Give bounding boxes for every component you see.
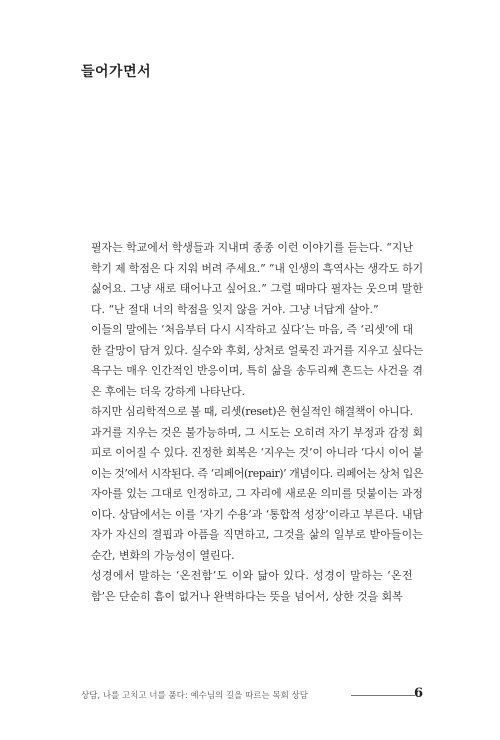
text-line: 이는 것’에서 시작된다. 즉 ‘리페어(repair)’ 개념이다. 리페어는 상처 입은 xyxy=(91,466,424,480)
footer-rule xyxy=(351,695,415,696)
text-line: 은 후에는 더욱 강하게 나타난다. xyxy=(91,384,246,398)
paragraph xyxy=(81,402,423,566)
text-line: 과거를 지우는 것은 불가능하며, 그 시도는 오히려 자기 부정과 감정 회 xyxy=(91,425,423,439)
body-text xyxy=(81,238,423,607)
text-line: 순간, 변화의 가능성이 열린다. xyxy=(91,548,235,562)
text-line: 이들의 말에는 ‘처음부터 다시 시작하고 싶다’는 마음, 즉 ‘리셋’에 대 xyxy=(91,323,413,336)
text-line: 필자는 학교에서 학생들과 지내며 종종 이런 이야기를 듣는다. “지난 xyxy=(91,241,413,254)
text-line: 한 갈망이 담겨 있다. 실수와 후회, 상처로 얼룩진 과거를 지우고 싶다는 xyxy=(91,343,423,357)
chapter-title: 들어가면서 xyxy=(81,64,152,80)
text-line: 욕구는 매우 인간적인 반응이며, 특히 삶을 송두리째 흔드는 사건을 겪 xyxy=(91,364,424,377)
page-number: 6 xyxy=(413,686,423,701)
paragraph xyxy=(81,238,423,320)
text-line: 성경에서 말하는 ‘온전함’도 이와 닮아 있다. 성경이 말하는 ‘온전 xyxy=(91,569,413,582)
page-footer xyxy=(81,686,423,705)
text-line: 다. “난 절대 너의 학점을 잊지 않을 거야. 그냥 너답게 살아.” xyxy=(91,302,379,316)
text-line: 싫어요. 그냥 새로 태어나고 싶어요.” 그럴 때마다 필자는 웃으며 말한 xyxy=(91,282,423,295)
text-line: 함’은 단순히 흠이 없거나 완벽하다는 뜻을 넘어서, 상한 것을 회복 xyxy=(91,589,403,603)
paragraph xyxy=(81,566,423,607)
running-title: 상담, 나를 고치고 너를 품다: 예수님의 길을 따르는 목회 상담 xyxy=(81,691,308,701)
text-line: 피로 이어질 수 있다. 진정한 회복은 ‘지우는 것’이 아니라 ‘다시 이어 붙 xyxy=(91,446,423,459)
text-line: 자가 자신의 결핍과 아픔을 직면하고, 그것을 삶의 일부로 받아들이는 xyxy=(91,528,423,541)
paragraph xyxy=(81,320,423,402)
text-line: 학기 제 학점은 다 지워 버려 주세요.” “내 인생의 흑역사는 생각도 하기 xyxy=(91,261,424,275)
text-line: 하지만 심리학적으로 볼 때, 리셋(reset)은 현실적인 해결책이 아니다. xyxy=(91,405,413,418)
text-line: 자아를 있는 그대로 인정하고, 그 자리에 새로운 의미를 덧붙이는 과정 xyxy=(91,487,424,500)
text-line: 이다. 상담에서는 이를 ‘자기 수용’과 ‘통합적 성장’이라고 부른다. 내담 xyxy=(91,507,423,521)
